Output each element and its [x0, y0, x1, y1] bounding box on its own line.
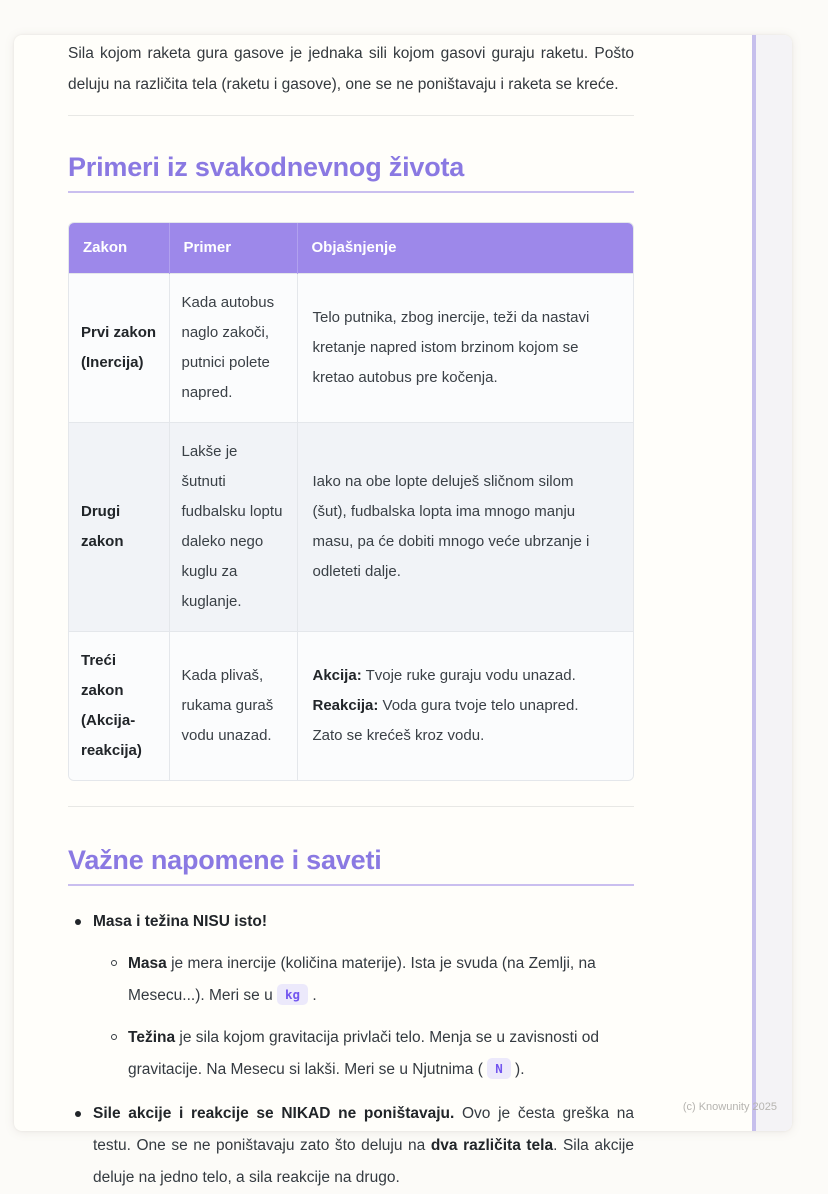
table-header-zakon: Zakon: [69, 223, 169, 273]
bullet-dot-icon: [75, 919, 81, 925]
cell-example: Kada autobus naglo zakoči, putnici polete napred.: [169, 273, 297, 422]
list-subitem-weight: [111, 1022, 634, 1086]
action-text: Tvoje ruke guraju vodu unazad.: [361, 666, 576, 684]
list-subitem-mass: [111, 948, 634, 1012]
bullet-circle-icon: [111, 1034, 117, 1040]
list-item-title: Masa i težina NISU isto!: [93, 912, 267, 930]
list-item-action-reaction: [75, 1098, 634, 1194]
cell-example: Kada plivaš, rukama guraš vodu unazad.: [169, 631, 297, 780]
subitem-suffix: .: [308, 986, 317, 1004]
document-page: [14, 35, 792, 1186]
subitem-suffix: ).: [510, 1060, 525, 1078]
section-divider: [68, 806, 634, 807]
cell-law: Drugi zakon: [69, 422, 169, 631]
table-row-first-law: [69, 273, 634, 422]
list-item-mass-weight: [75, 906, 634, 938]
document-content: [14, 35, 792, 1194]
intro-paragraph: Sila kojom raketa gura gasove je jednaka sili kojom gasovi guraju raketu. Pošto deluju na različita tela (raketu i gasove), one se ne poništavaju i raketa se kreće.: [68, 45, 634, 93]
list-item-bold: Sile akcije i reakcije se NIKAD ne poništavaju.: [93, 1104, 455, 1122]
list-item-text: . Sila akcije deluje na jedno telo, a sila reakcije na drugo.: [93, 1136, 634, 1186]
table-header-row: [69, 223, 634, 273]
bullet-circle-icon: [111, 960, 117, 966]
examples-section-title: Primeri iz svakodnevnog života: [68, 150, 634, 193]
copyright-footer: (c) Knowunity 2025: [682, 1101, 777, 1113]
reaction-label: Reakcija:: [312, 696, 379, 714]
list-item-bold: dva različita tela: [430, 1136, 554, 1154]
examples-table: [69, 223, 634, 780]
unit-newton-chip: N: [487, 1058, 511, 1079]
action-label: Akcija:: [312, 666, 362, 684]
bullet-dot-icon: [75, 1111, 81, 1117]
section-divider: [68, 115, 634, 116]
reaction-text: Voda gura tvoje telo unapred. Zato se krećeš kroz vodu.: [312, 696, 579, 744]
cell-law: Prvi zakon (Inercija): [69, 273, 169, 422]
notes-section-title: Važne napomene i saveti: [68, 843, 634, 886]
subitem-bold: Težina: [128, 1028, 176, 1046]
subitem-bold: Masa: [128, 954, 167, 972]
cell-explanation: Telo putnika, zbog inercije, teži da nastavi kretanje napred istom brzinom kojom se kretao autobus pre kočenja.: [297, 273, 634, 422]
table-header-primer: Primer: [169, 223, 297, 273]
examples-table-wrapper: [68, 222, 634, 781]
cell-example: Lakše je šutnuti fudbalsku loptu daleko nego kuglu za kuglanje.: [169, 422, 297, 631]
cell-explanation: [297, 631, 634, 780]
cell-explanation: Iako na obe lopte deluješ sličnom silom (šut), fudbalska lopta ima mnogo manju masu, pa će dobiti mnogo veće ubrzanje i odleteti dalje.: [297, 422, 634, 631]
subitem-text: je mera inercije (količina materije). Ista je svuda (na Zemlji, na Mesecu...). Meri se u: [128, 954, 596, 1004]
cell-law: Treći zakon (Akcija-reakcija): [69, 631, 169, 780]
list-item-text: Ovo je česta greška na testu. One se ne poništavaju zato što deluju na: [93, 1104, 634, 1154]
subitem-text: je sila kojom gravitacija privlači telo. Menja se u zavisnosti od gravitacije. Na Mesecu si lakši. Meri se u Njutnima (: [128, 1028, 599, 1078]
table-header-objasnjenje: Objašnjenje: [297, 223, 634, 273]
table-row-second-law: [69, 422, 634, 631]
notes-list: [68, 906, 634, 1194]
table-row-third-law: [69, 631, 634, 780]
unit-kg-chip: kg: [277, 984, 308, 1005]
